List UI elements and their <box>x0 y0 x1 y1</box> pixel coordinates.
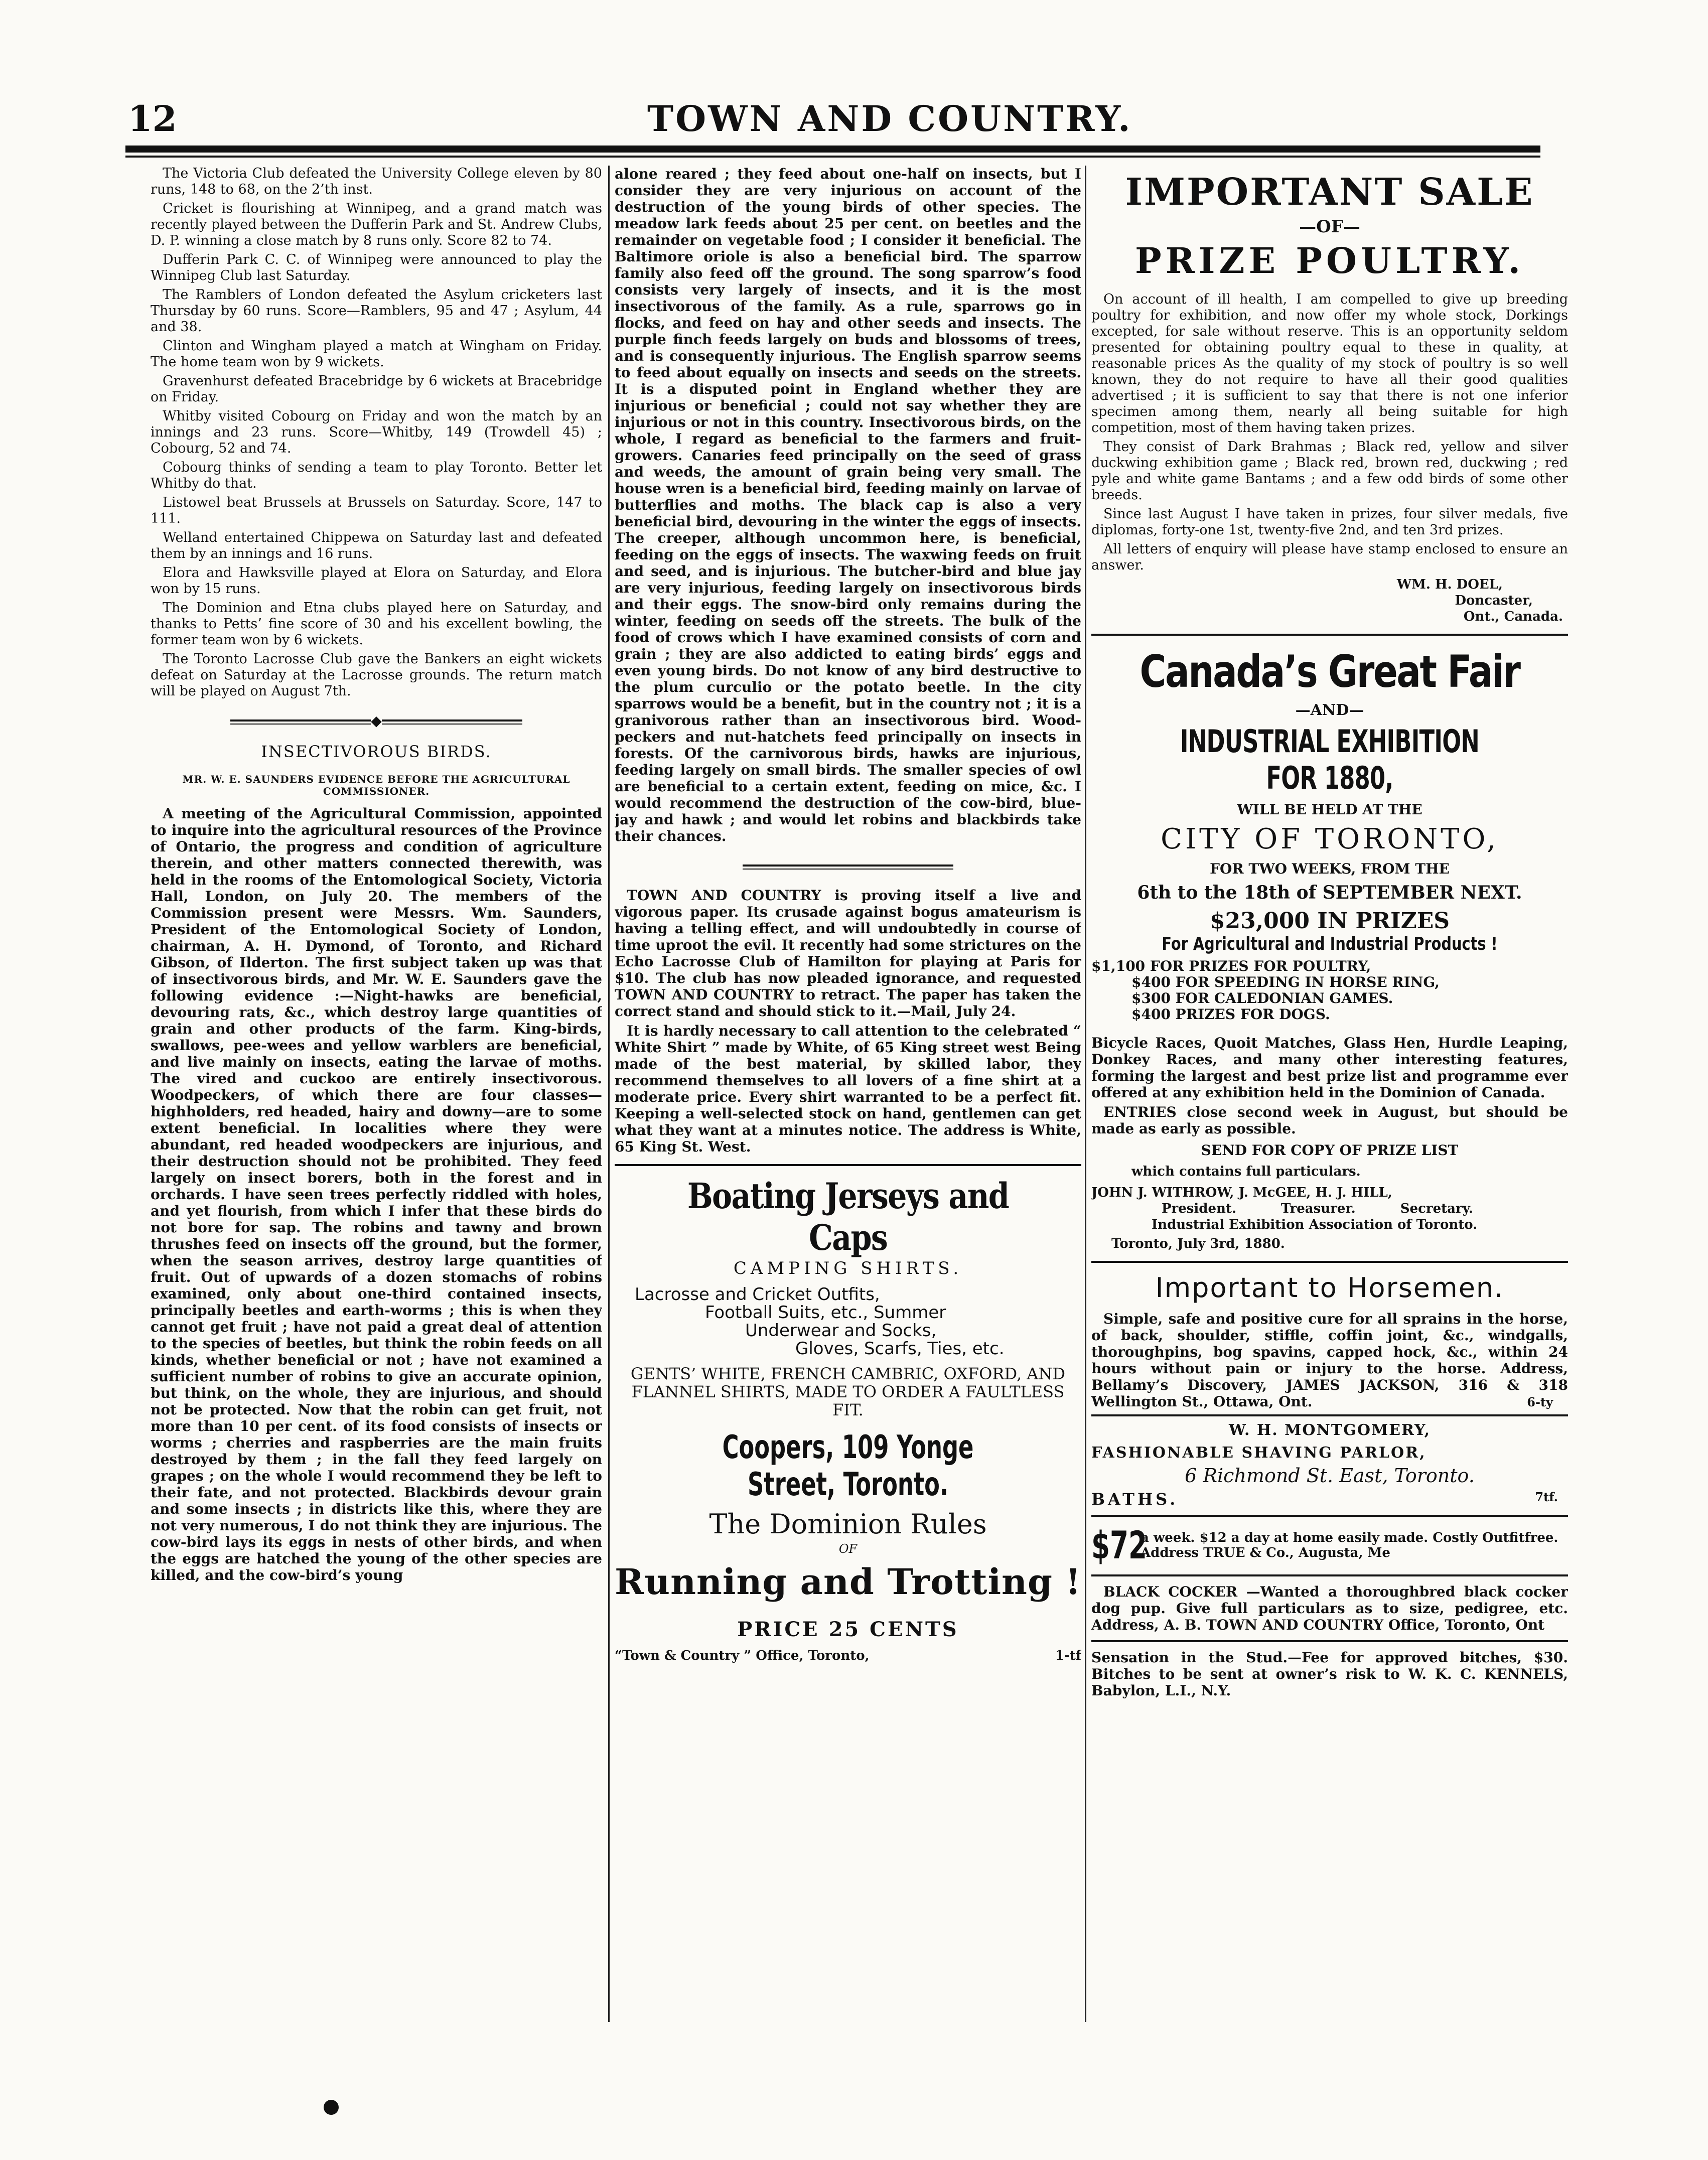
signature-town: Doncaster, <box>1455 593 1533 608</box>
sale-body <box>1091 292 1568 573</box>
sale-title: IMPORTANT SALE <box>1125 171 1534 214</box>
notices <box>615 887 1081 1155</box>
running-trotting: Running and Trotting ! <box>615 1561 1081 1603</box>
horsemen-paragraph: Simple, safe and positive cure for all sprains in the horse, of back, shoulder, stiffle, coffin joint, &c., windgalls, thoroughpins, bog spavins, capped hock, &c., within 24 hours without pain or injury to the horse. Address, Bellamy’s Discovery, JAMES JACKSON, 316 & 318 Wellington St., Ottawa, Ont. <box>1091 1311 1568 1410</box>
horsemen-ad <box>1091 1272 1568 1409</box>
office-text: “Town & Country ” Office, Toronto, <box>615 1648 870 1663</box>
signature-name: WM. H. DOEL, <box>1396 577 1503 592</box>
fair-which: which contains full particulars. <box>1131 1164 1361 1179</box>
coopers-address: Coopers, 109 Yonge Street, Toronto. <box>722 1429 974 1503</box>
fair-and: —AND— <box>1295 701 1364 719</box>
news-item: The Ramblers of London defeated the Asylum cricketers last Thursday by 60 runs. Score—Ramblers, 95 and 47 ; Asylum, 44 and 38. <box>151 287 602 335</box>
sale-paragraph: Since last August I have taken in prizes, four silver medals, five diplomas, forty-one 1st, twenty-five 2nd, and ten 3rd prizes. <box>1091 506 1568 538</box>
ad-rule <box>1091 1574 1568 1576</box>
news-item: Listowel beat Brussels at Brussels on Saturday. Score, 147 to 111. <box>151 495 602 526</box>
shaving-name: W. H. MONTGOMERY, <box>1228 1421 1431 1439</box>
fair-prizes: $23,000 IN PRIZES <box>1209 908 1450 934</box>
cocker-text: BLACK COCKER —Wanted a thoroughbred black cocker dog pup. Give full particulars as to size, pedigree, etc. Address, A. B. TOWN AND COUNTRY Office, Toronto, Ont <box>1091 1583 1568 1633</box>
news-item: Elora and Hawksville played at Elora on Saturday, and Elora won by 15 runs. <box>151 565 602 597</box>
news-item: The Victoria Club defeated the University College eleven by 80 runs, 148 to 68, on the 2’th inst. <box>151 166 602 197</box>
news-item: Cricket is flourishing at Winnipeg, and a grand match was recently played between the Dufferin Park and St. Andrew Clubs, D. P. winning a close match by 8 runs only. Score 82 to 74. <box>151 201 602 248</box>
fair-association: Industrial Exhibition Association of Toronto. <box>1152 1217 1478 1232</box>
gents-shirts: GENTS’ WHITE, FRENCH CAMBRIC, OXFORD, AND FLANNEL SHIRTS, MADE TO ORDER A FAULTLESS FIT. <box>630 1364 1066 1419</box>
jerseys-subtitle: CAMPING SHIRTS. <box>733 1258 963 1278</box>
birds-article-continued <box>615 166 1081 844</box>
signature-country: Ont., Canada. <box>1463 609 1563 624</box>
rules-title: The Dominion Rules <box>709 1508 987 1540</box>
header-rule-thin <box>125 156 1540 158</box>
great-fair-ad <box>1091 646 1568 1252</box>
office-line <box>615 1648 1081 1663</box>
fair-city: CITY OF TORONTO, <box>1161 823 1499 855</box>
article-paragraph: A meeting of the Agricultural Commission, appointed to inquire into the agricultural resources of the Province of Ontario, the progress and condition of agriculture therein, and other matters connected therewith, was held in the rooms of the Entomological Society, Victoria Hall, London, on July 20. The members of the Commission present were Messrs. Wm. Saunders, President of the Entomological Society of London, chairman, A. H. Dymond, of Toronto, and Richard Gibson, of Ilderton. The first subject taken up was that of insectivorous birds, and Mr. W. E. Saunders gave the following evidence :—Night-hawks are beneficial, devouring rats, &c., which destroy large quantities of grain and other products of the farm. King-birds, swallows, pee-wees and yellow warblers are beneficial, and live mainly on insects, eating the larvae of moths. The vired and cuckoo are entirely insectivorous. Woodpeckers, of which there are four classes—highholders, red headed, hairy and downy—are to some extent beneficial. In localities where they were abundant, red headed woodpeckers are injurious, and their destruction should not be prohibited. They feed largely on insect borers, both in the forest and in orchards. I have seen trees perfectly riddled with holes, and yet flourish, from which I infer that these birds do not bore for sap. The robins and tawny and brown thrushes feed on insects off the ground, but the former, when the season arrives, destroy large quantities of fruit. Out of upwards of a dozen stomachs of robins examined, only about one-third contained insects, principally beetles and earth-worms ; this is when they cannot get fruit ; have not paid a great deal of attention to the species of beetles, but think the robin feeds on all kinds, whether beneficial or not ; have not examined a sufficient number of robins to give an accurate opinion, but think, on the whole, they are injurious, and should not be protected. Now that the robin can get fruit, not more than 10 per cent. of its food consists of insects or worms ; cherries and raspberries are the main fruits destroyed by them ; in the fall they feed largely on grapes ; on the whole I would recommend they be left to their fate, and not protected. Blackbirds devour grain and some insects ; in districts like this, where they are not very numerous, I do not think they are injurious. The cow-bird lays its eggs in nests of other birds, and when the eggs are hatched the young of the other species are killed, and the cow-bird’s young <box>151 805 602 1583</box>
ad-rule <box>615 1164 1081 1166</box>
fair-paragraph: Bicycle Races, Quoit Matches, Glass Hen, Hurdle Leaping, Donkey Races, and many other interesting features, forming the largest and best prize list and programme ever offered at any exhibition held in the Dominion of Canada. <box>1091 1035 1568 1101</box>
jerseys-line: Gloves, Scarfs, Ties, etc. <box>795 1339 1005 1359</box>
column-divider-2 <box>1085 166 1086 2022</box>
fair-held: WILL BE HELD AT THE <box>1237 801 1422 818</box>
prize-item: $400 PRIZES FOR DOGS. <box>1131 1006 1330 1023</box>
sale-paragraph: On account of ill health, I am compelled to give up breeding poultry for exhibition, and now offer my whole stock, Dorkings excepted, for sale without reserve. This is an opportunity seldom presented for obtaining poultry equal to these in quality, at reasonable prices As the quality of my stock of poultry is so well known, they do not require to have all their good qualities advertised ; it is sufficient to say that there is not one inferior specimen among them, nearly all being suitable for high competition, most of them having taken prizes. <box>1091 292 1568 436</box>
fair-products: For Agricultural and Industrial Products ! <box>1162 934 1498 954</box>
ad-rule <box>1091 1261 1568 1263</box>
fair-officers: JOHN J. WITHROW, J. McGEE, H. J. HILL, <box>1091 1185 1392 1200</box>
fair-entries: ENTRIES close second week in August, but should be made as early as possible. <box>1091 1104 1568 1137</box>
stud-text: Sensation in the Stud.—Fee for approved bitches, $30. Bitches to be sent at owner’s risk to W. K. C. KENNELS, Babylon, L.I., N.Y. <box>1091 1649 1568 1699</box>
jerseys-body <box>615 1285 1081 1358</box>
ornament-divider <box>615 857 1081 874</box>
fair-roles: President. Treasurer. Secretary. <box>1162 1201 1473 1216</box>
cricket-news <box>151 166 602 699</box>
jerseys-line: Lacrosse and Cricket Outfits, <box>635 1284 880 1305</box>
jerseys-line: Football Suits, etc., Summer <box>705 1303 946 1323</box>
news-item: Cobourg thinks of sending a team to play Toronto. Better let Whitby do that. <box>151 460 602 491</box>
article-paragraph: alone reared ; they feed about one-half on insects, but I consider they are very injurious on account of the destruction of the young birds of other species. The meadow lark feeds about 25 per cent. on beetles and the remainder on vegetable food ; I consider it beneficial. The Baltimore oriole is also a beneficial bird. The sparrow family also feed off the ground. The song sparrow’s food consists very largely of insects, and it is the most insectivorous of the family. As a rule, sparrows go in flocks, and feed on hay and other seeds and insects. The purple finch feeds largely on buds and blossoms of trees, and is consequently injurious. The English sparrow seems to feed about equally on insects and seeds on the streets. It is a disputed point in England whether they are injurious or beneficial ; could not say whether they are injurious or not in this country. Insectivorous birds, on the whole, I regard as beneficial to the farmers and fruit-growers. Canaries feed principally on the seed of grass and weeds, the amount of grain being very small. The house wren is a beneficial bird, feeding mainly on larvae of butterflies and moths. The black cap is also a very beneficial bird, devouring in the winter the eggs of insects. The creeper, although uncommon here, is beneficial, feeding on the eggs of insects. The waxwing feeds on fruit and seed, and is injurious. The butcher-bird and blue jay are very injurious, feeding largely on insectivorous birds and their eggs. The snow-bird only remains during the winter, feeding on seeds off the streets. The bulk of the food of crows which I have examined consists of corn and grain ; they are also addicted to eating birds’ eggs and even young birds. Do not know of any bird destructive to the plum curculio or the potato beetle. In the city sparrows would be a benefit, but in the country not ; it is a granivorous rather than an insectivorous bird. Wood-peckers and nut-hatchets feed principally on insects in forests. Of the carnivorous birds, hawks are injurious, feeding largely on small birds. The smaller species of owl are beneficial to a certain extent, feeding on mice, &c. I would recommend the destruction of the cow-bird, blue-jay and hawk ; and would let robins and blackbirds take their chances. <box>615 166 1081 844</box>
stud-ad <box>1091 1649 1568 1699</box>
column-1 <box>151 166 602 2112</box>
jerseys-ad <box>615 1175 1081 1663</box>
section-subtitle: MR. W. E. SAUNDERS EVIDENCE BEFORE THE AGRICULTURAL COMMISSIONER. <box>182 773 571 797</box>
fair-title: Canada’s Great Fair <box>1140 646 1520 697</box>
fair-dates: 6th to the 18th of SEPTEMBER NEXT. <box>1137 882 1522 903</box>
column-2 <box>615 166 1081 2112</box>
fair-body <box>1091 1035 1568 1137</box>
ad-rule <box>1091 1640 1568 1642</box>
shaving-baths <box>1091 1490 1568 1509</box>
fair-subtitle: INDUSTRIAL EXHIBITION FOR 1880, <box>1180 723 1480 796</box>
fair-date: Toronto, July 3rd, 1880. <box>1111 1236 1285 1251</box>
news-item: Gravenhurst defeated Bracebridge by 6 wickets at Bracebridge on Friday. <box>151 373 602 405</box>
sale-subtitle: PRIZE POULTRY. <box>1135 240 1524 281</box>
poultry-sale-ad <box>1091 171 1568 625</box>
ad-72 <box>1091 1523 1568 1567</box>
notice-paragraph: TOWN AND COUNTRY is proving itself a live and vigorous paper. Its crusade against bogus amateurism is having a telling effect, and will undoubtedly in course of time uproot the evil. It recently had some strictures on the Echo Lacrosse Club of Hamilton for playing at Paris for $10. The club has now pleaded ignorance, and requested TOWN AND COUNTRY to retract. The paper has taken the correct stand and should stick to it.—Mail, July 24. <box>615 887 1081 1020</box>
baths-code: 7tf. <box>1535 1490 1558 1504</box>
prize-item: $400 FOR SPEEDING IN HORSE RING, <box>1131 974 1440 990</box>
notice-paragraph: It is hardly necessary to call attention to the celebrated “ White Shirt ” made by White, of 65 King street west Being made of the best material, by skilled labor, they recommend themselves to all lovers of a fine shirt at a moderate price. Every shirt warranted to be a perfect fit. Keeping a well-selected stock on hand, gentlemen can get what they want at a minutes notice. The address is White, 65 King St. West. <box>615 1023 1081 1155</box>
ad-72-text: a week. $12 a day at home easily made. Costly Outfitfree. Address TRUE & Co., Augusta, Me <box>1141 1530 1558 1560</box>
shaving-ad <box>1091 1421 1568 1509</box>
news-item: Whitby visited Cobourg on Friday and won the match by an innings and 23 runs. Score—Whitby, 149 (Trowdell 45) ; Cobourg, 52 and 74. <box>151 408 602 456</box>
bottom-bullet <box>324 2100 339 2115</box>
jerseys-line: Underwear and Socks, <box>745 1321 937 1341</box>
prize-item: $1,100 FOR PRIZES FOR POULTRY, <box>1091 958 1371 974</box>
column-3 <box>1091 166 1568 2112</box>
horsemen-code: 6-ty <box>1527 1395 1553 1409</box>
sale-signature <box>1091 577 1568 625</box>
news-item: Clinton and Wingham played a match at Wingham on Friday. The home team won by 9 wickets. <box>151 338 602 370</box>
rules-of: OF <box>838 1542 858 1556</box>
header-rule <box>125 146 1540 153</box>
news-item: The Toronto Lacrosse Club gave the Bankers an eight wickets defeat on Saturday at the Lacrosse grounds. The return match will be played on August 7th. <box>151 651 602 699</box>
ad-rule <box>1091 1515 1568 1517</box>
shaving-tag: FASHIONABLE SHAVING PARLOR, <box>1091 1444 1427 1462</box>
cocker-ad <box>1091 1583 1568 1633</box>
news-item: Welland entertained Chippewa on Saturday last and defeated them by an innings and 16 runs. <box>151 530 602 561</box>
fair-send: SEND FOR COPY OF PRIZE LIST <box>1201 1142 1459 1159</box>
office-code: 1-tf <box>1055 1648 1081 1663</box>
baths-label: BATHS. <box>1091 1490 1179 1509</box>
fair-weeks: FOR TWO WEEKS, FROM THE <box>1210 860 1450 877</box>
shaving-address: 6 Richmond St. East, Toronto. <box>1185 1465 1475 1487</box>
page-title: TOWN AND COUNTRY. <box>647 98 1132 139</box>
ornament-divider: ◆ <box>151 712 602 729</box>
news-item: The Dominion and Etna clubs played here on Saturday, and thanks to Petts’ fine score of 30 and his excellent bowling, the former team won by 6 wickets. <box>151 600 602 648</box>
prize-item: $300 FOR CALEDONIAN GAMES. <box>1131 990 1393 1006</box>
sale-paragraph: They consist of Dark Brahmas ; Black red, yellow and silver duckwing exhibition game ; Black red, brown red, duckwing ; red pyle and white game Bantams ; and a few odd birds of some other breeds. <box>1091 439 1568 503</box>
jerseys-title: Boating Jerseys and Caps <box>687 1175 1009 1258</box>
sale-paragraph: All letters of enquiry will please have stamp enclosed to ensure an answer. <box>1091 541 1568 573</box>
horsemen-title: Important to Horsemen. <box>1155 1272 1504 1304</box>
sale-of: —OF— <box>1299 217 1360 237</box>
ad-72-big: $72 <box>1091 1523 1148 1567</box>
birds-article <box>151 805 602 1583</box>
section-title: INSECTIVOROUS BIRDS. <box>261 742 492 761</box>
prize-list <box>1091 958 1568 1023</box>
ad-rule <box>1091 634 1568 636</box>
page-number: 12 <box>128 98 177 139</box>
news-item: Dufferin Park C. C. of Winnipeg were announced to play the Winnipeg Club last Saturday. <box>151 252 602 283</box>
price: PRICE 25 CENTS <box>737 1618 959 1641</box>
ad-rule <box>1091 1414 1568 1416</box>
column-divider-1 <box>608 166 610 2022</box>
